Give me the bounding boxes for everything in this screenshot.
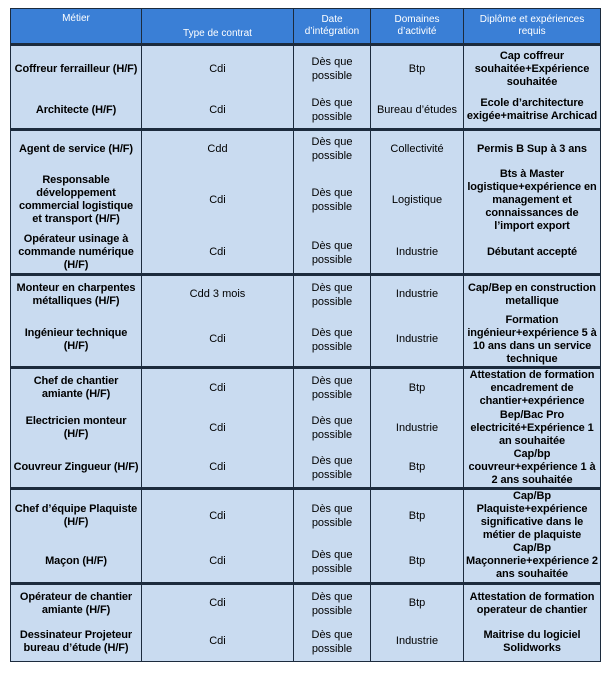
cell-date: Dès que possible (294, 408, 371, 448)
cell-domaine: Bureau d’études (371, 93, 464, 130)
cell-metier: Opérateur de chantier amiante (H/F) (11, 583, 142, 623)
header-diplome: Diplôme et expériences requis (464, 9, 601, 45)
table-row (11, 542, 601, 583)
cell-metier: Architecte (H/F) (11, 93, 142, 130)
cell-metier: Responsable développement commercial logistique et transport (H/F) (11, 168, 142, 233)
table-row (11, 583, 601, 623)
cell-contrat: Cdi (142, 314, 294, 368)
cell-diplome: Bep/Bac Pro electricité+Expérience 1 an souhaitée (464, 408, 601, 448)
table-row (11, 130, 601, 168)
cell-domaine: Industrie (371, 623, 464, 661)
cell-metier: Couvreur Zingueur (H/F) (11, 448, 142, 489)
table-row (11, 408, 601, 448)
cell-diplome: Permis B Sup à 3 ans (464, 130, 601, 168)
cell-date: Dès que possible (294, 489, 371, 543)
cell-domaine: Btp (371, 583, 464, 623)
cell-date: Dès que possible (294, 45, 371, 93)
cell-metier: Opérateur usinage à commande numérique (H/F) (11, 233, 142, 275)
cell-date: Dès que possible (294, 623, 371, 661)
cell-domaine: Btp (371, 489, 464, 543)
cell-domaine: Btp (371, 448, 464, 489)
table-row (11, 489, 601, 543)
table-row (11, 93, 601, 130)
cell-contrat: Cdi (142, 489, 294, 543)
cell-metier: Ingénieur technique (H/F) (11, 314, 142, 368)
cell-contrat: Cdi (142, 45, 294, 93)
cell-diplome: Ecole d’architecture exigée+maitrise Archicad (464, 93, 601, 130)
table-row (11, 233, 601, 275)
cell-metier: Dessinateur Projeteur bureau d’étude (H/F) (11, 623, 142, 661)
cell-domaine: Btp (371, 542, 464, 583)
table-row (11, 314, 601, 368)
cell-metier: Coffreur ferrailleur (H/F) (11, 45, 142, 93)
cell-domaine: Industrie (371, 408, 464, 448)
cell-date: Dès que possible (294, 314, 371, 368)
cell-diplome: Cap/Bp Maçonnerie+expérience 2 ans souhaitée (464, 542, 601, 583)
cell-metier: Agent de service (H/F) (11, 130, 142, 168)
header-metier: Métier (11, 9, 142, 45)
cell-diplome: Bts à Master logistique+expérience en management et connaissances de l’import export (464, 168, 601, 233)
cell-diplome: Maitrise du logiciel Solidworks (464, 623, 601, 661)
table-row (11, 448, 601, 489)
table-row (11, 367, 601, 408)
cell-contrat: Cdi (142, 233, 294, 275)
cell-date: Dès que possible (294, 367, 371, 408)
cell-date: Dès que possible (294, 168, 371, 233)
cell-diplome: Cap/Bp Plaquiste+expérience significative dans le métier de plaquiste (464, 489, 601, 543)
job-offers-table (10, 8, 601, 662)
cell-domaine: Industrie (371, 314, 464, 368)
header-domaine: Domaines d’activité (371, 9, 464, 45)
cell-diplome: Cap coffreur souhaitée+Expérience souhaitée (464, 45, 601, 93)
header-row (11, 9, 601, 45)
cell-date: Dès que possible (294, 130, 371, 168)
cell-diplome: Formation ingénieur+expérience 5 à 10 ans dans un service technique (464, 314, 601, 368)
cell-domaine: Btp (371, 367, 464, 408)
cell-contrat: Cdi (142, 623, 294, 661)
cell-contrat: Cdi (142, 93, 294, 130)
cell-metier: Electricien monteur (H/F) (11, 408, 142, 448)
cell-contrat: Cdi (142, 168, 294, 233)
cell-domaine: Industrie (371, 233, 464, 275)
cell-contrat: Cdi (142, 542, 294, 583)
cell-contrat: Cdi (142, 408, 294, 448)
cell-metier: Chef de chantier amiante (H/F) (11, 367, 142, 408)
table-row (11, 168, 601, 233)
cell-domaine: Collectivité (371, 130, 464, 168)
cell-contrat: Cdi (142, 367, 294, 408)
cell-diplome: Cap/bp couvreur+expérience 1 à 2 ans souhaitée (464, 448, 601, 489)
table-row (11, 623, 601, 661)
table-row (11, 275, 601, 314)
cell-date: Dès que possible (294, 448, 371, 489)
cell-contrat: Cdd (142, 130, 294, 168)
cell-metier: Chef d’équipe Plaquiste (H/F) (11, 489, 142, 543)
cell-diplome: Attestation de formation operateur de chantier (464, 583, 601, 623)
cell-contrat: Cdi (142, 583, 294, 623)
cell-domaine: Logistique (371, 168, 464, 233)
cell-contrat: Cdi (142, 448, 294, 489)
cell-diplome: Attestation de formation encadrement de chantier+expérience (464, 367, 601, 408)
cell-contrat: Cdd 3 mois (142, 275, 294, 314)
cell-date: Dès que possible (294, 275, 371, 314)
header-contrat: Type de contrat (142, 9, 294, 45)
cell-date: Dès que possible (294, 233, 371, 275)
cell-metier: Maçon (H/F) (11, 542, 142, 583)
cell-diplome: Débutant accepté (464, 233, 601, 275)
cell-metier: Monteur en charpentes métalliques (H/F) (11, 275, 142, 314)
cell-domaine: Industrie (371, 275, 464, 314)
table-row (11, 45, 601, 93)
job-offers-sheet (10, 8, 600, 662)
cell-date: Dès que possible (294, 93, 371, 130)
cell-domaine: Btp (371, 45, 464, 93)
cell-date: Dès que possible (294, 583, 371, 623)
cell-diplome: Cap/Bep en construction metallique (464, 275, 601, 314)
header-date: Date d’intégration (294, 9, 371, 45)
cell-date: Dès que possible (294, 542, 371, 583)
